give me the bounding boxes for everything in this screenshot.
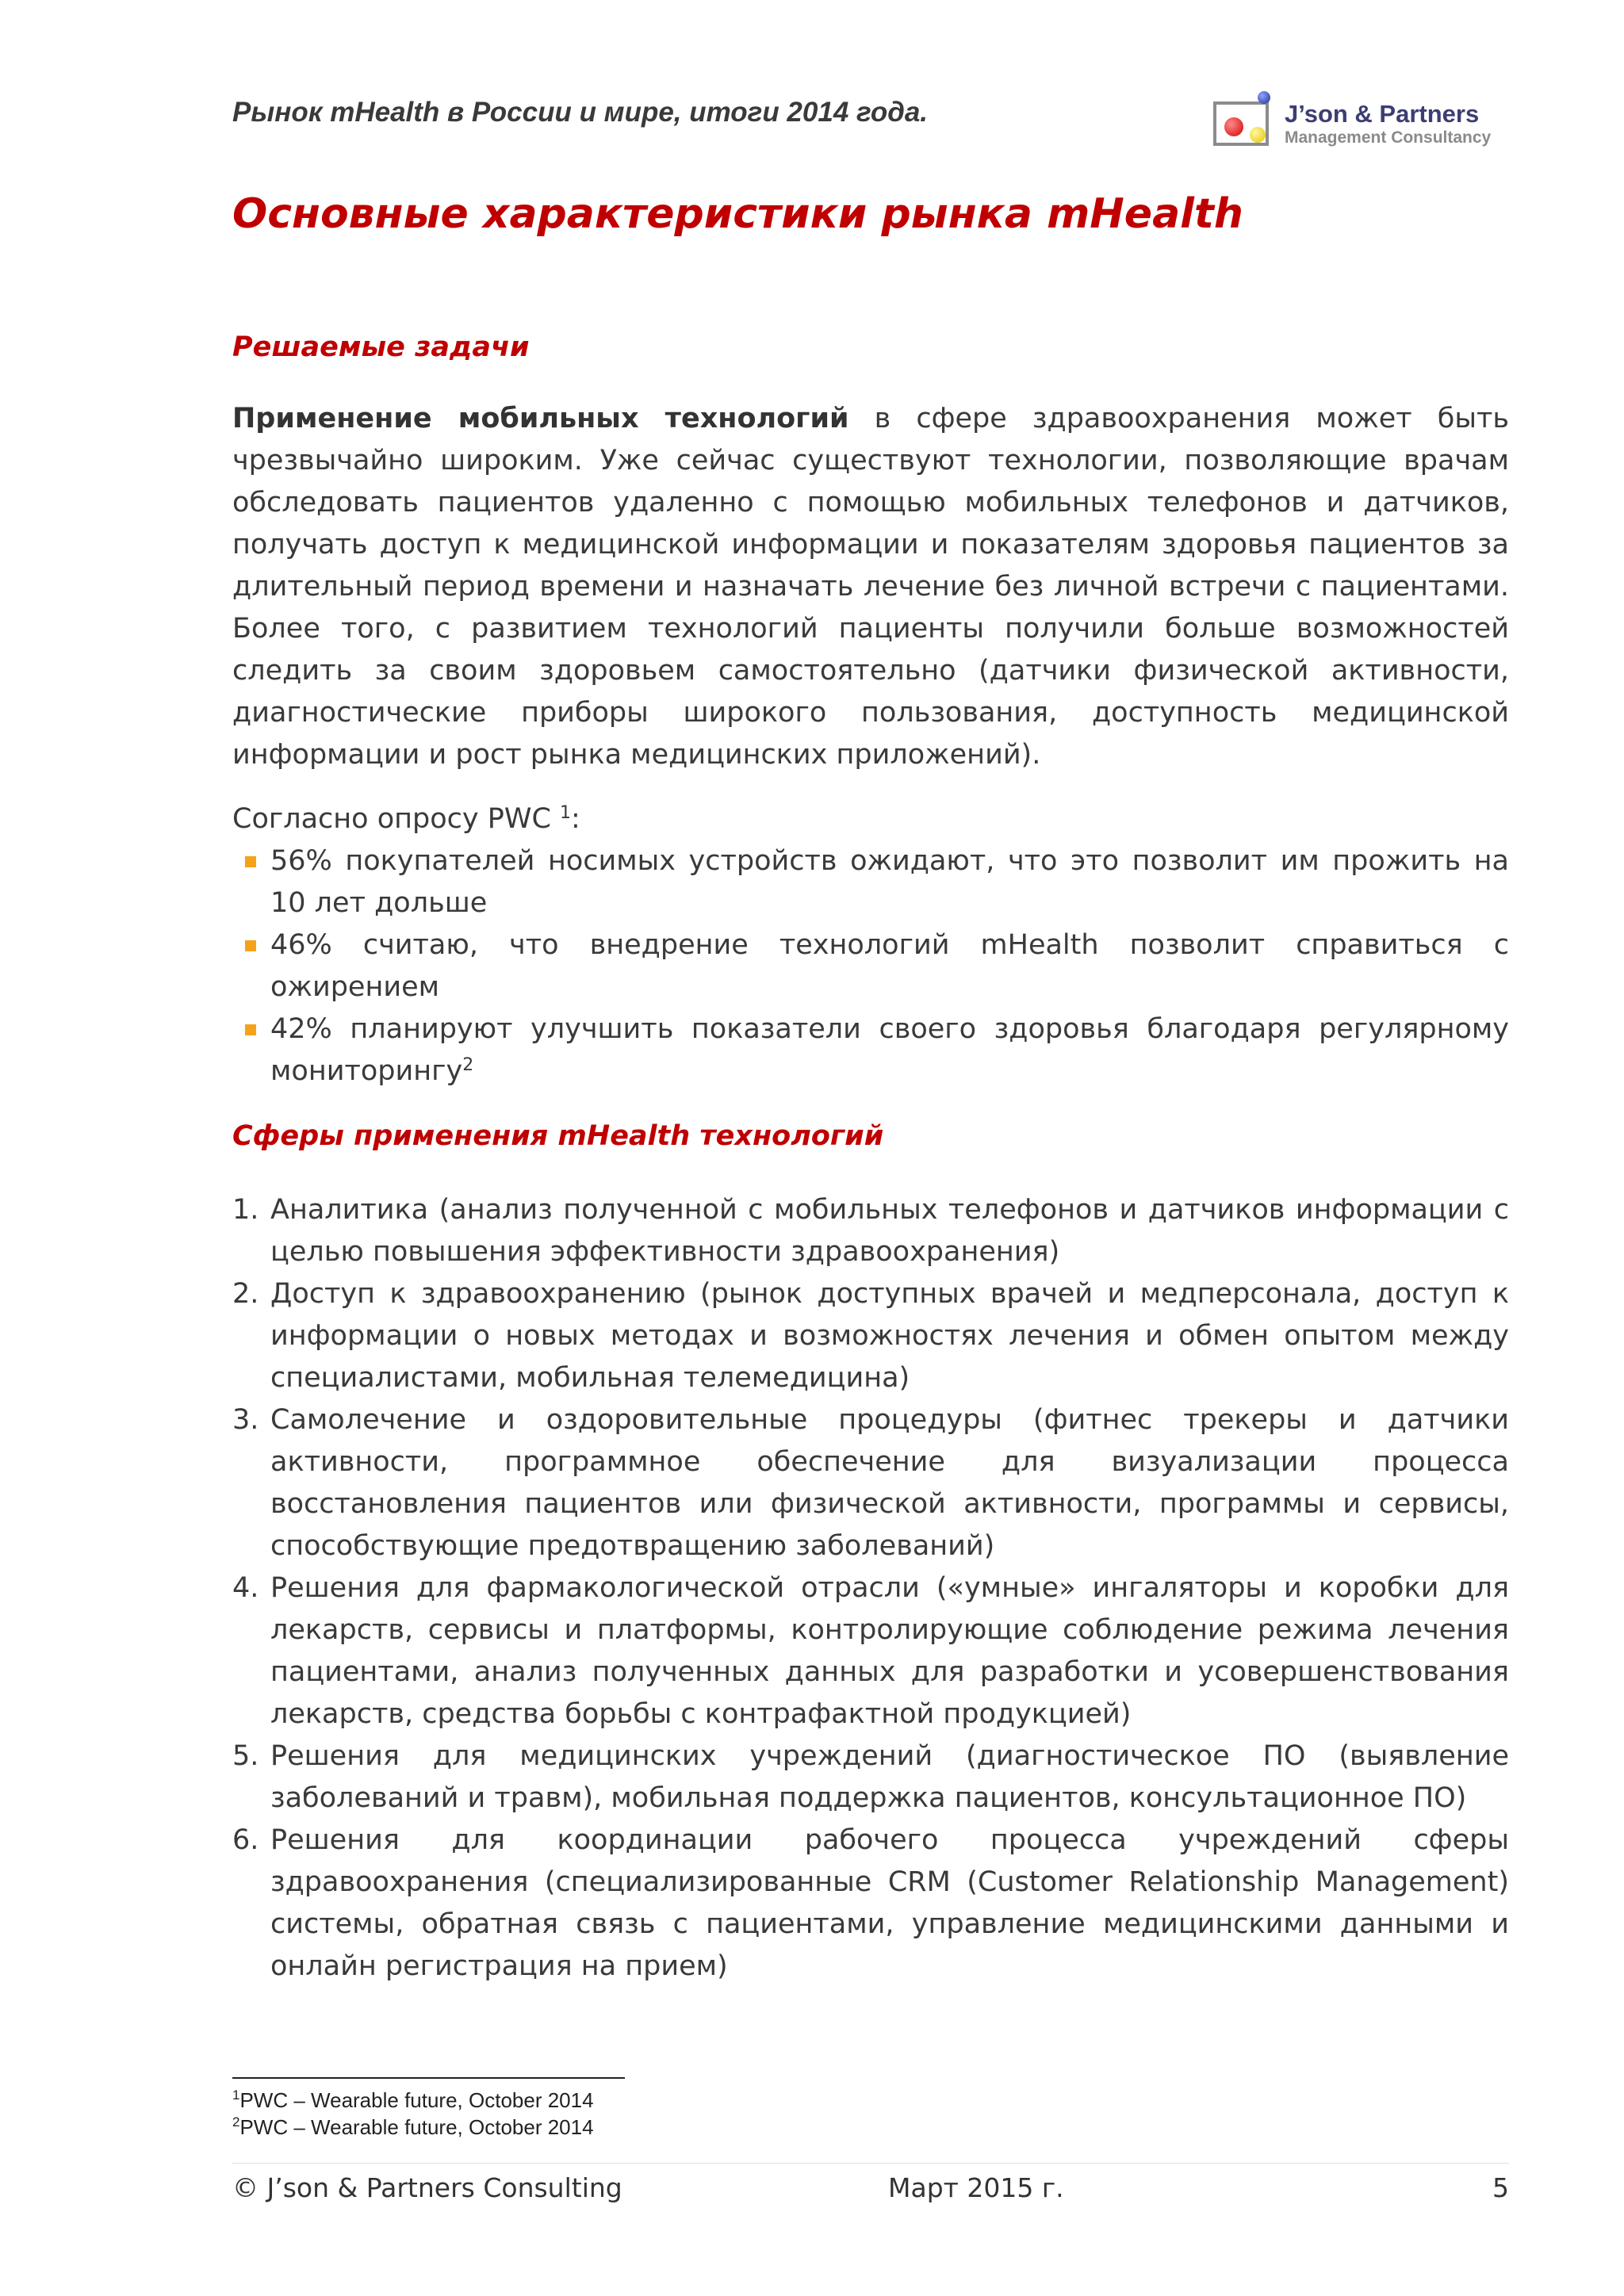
bullet-square-icon [245,856,256,867]
list-item [232,1399,1509,1567]
footnote-text: PWC – Wearable future, October 2014 [239,2088,594,2112]
survey-intro [232,798,580,840]
list-item-text: Самолечение и оздоровительные процедуры (фитнес трекеры и датчики активности, программное обеспечение для визуализации процесса восстановления пациентов или физической активности, программы и сервисы, способствующие предотвращению заболеваний) [270,1404,1509,1562]
survey-colon: : [571,803,580,835]
footnote-text: PWC – Wearable future, October 2014 [239,2115,594,2139]
list-number: 2. [232,1278,259,1310]
footer-copyright: © J’son & Partners Consulting [232,2172,622,2203]
list-item-text: Решения для координации рабочего процесса учреждений сферы здравоохранения (специализированные CRM (Customer Relationship Management) системы, обратная связь с пациентами, управление медицинскими данными и онлайн регистрация на прием) [270,1824,1509,1982]
survey-label: Согласно опросу PWC [232,803,561,835]
logo-subtitle: Management Consultancy [1285,128,1492,147]
list-number: 3. [232,1404,259,1436]
list-item-text: Решения для медицинских учреждений (диагностическое ПО (выявление заболеваний и травм), мобильная поддержка пациентов, консультационное ПО) [270,1740,1509,1814]
bullet-square-icon [245,940,256,951]
list-item [232,1735,1509,1820]
footnote-ref-1: 1 [560,803,572,823]
list-item-text: Доступ к здравоохранению (рынок доступных врачей и медперсонала, доступ к информации о новых методах и возможностях лечения и обмен опытом между специалистами, мобильная телемедицина) [270,1278,1509,1394]
page-number: 5 [1492,2172,1509,2203]
list-number: 4. [232,1572,259,1604]
logo-red-ball-icon [1224,117,1243,136]
footnote-separator [232,2077,625,2079]
section-heading-tasks: Решаемые задачи [232,331,530,363]
footnote-mark: 2 [232,2114,240,2130]
footnote-2 [232,2114,594,2141]
list-item [232,1820,1509,1988]
footer-divider [232,2163,1509,2164]
list-item [232,1008,1509,1093]
list-item-text: Аналитика (анализ полученной с мобильных телефонов и датчиков информации с целью повышения эффективности здравоохранения) [270,1194,1509,1268]
bullet-text: 46% считаю, что внедрение технологий mHealth позволит справиться с ожирением [270,929,1509,1003]
page-title: Основные характеристики рынка mHealth [232,190,1243,238]
running-header-title: Рынок mHealth в России и мире, итоги 2014 года. [232,97,929,128]
list-item [232,1189,1509,1273]
list-item [232,1567,1509,1735]
footnote-1 [232,2087,594,2114]
footnote-ref-2: 2 [462,1055,474,1075]
list-number: 5. [232,1740,259,1772]
company-logo [1212,87,1513,151]
list-number: 6. [232,1824,259,1856]
intro-paragraph [232,398,1509,776]
bullet-text: 42% планируют улучшить показатели своего здоровья благодаря регулярному мониторингу [270,1013,1509,1087]
list-item [232,924,1509,1008]
bullet-square-icon [245,1024,256,1035]
footer-date: Март 2015 г. [888,2172,1064,2203]
logo-name: J’son & Partners [1285,100,1480,128]
list-item-text: Решения для фармакологической отрасли («умные» ингаляторы и коробки для лекарств, сервисы и платформы, контролирующие соблюдение режима лечения пациентами, анализ полученных данных для разработки и усовершенствования лекарств, средства борьбы с контрафактной продукцией) [270,1572,1509,1730]
list-item [232,1273,1509,1399]
footnote-mark: 1 [232,2087,240,2103]
logo-yellow-ball-icon [1250,127,1266,143]
logo-blue-ball-icon [1258,91,1270,104]
list-number: 1. [232,1194,259,1226]
intro-text: в сфере здравоохранения может быть чрезвычайно широким. Уже сейчас существуют технологии, позволяющие врачам обследовать пациентов удаленно с помощью мобильных телефонов и датчиков, получать доступ к медицинской информации и показателям здоровья пациентов за длительный период времени и назначать лечение без личной встречи с пациентами. Более того, с развитием технологий пациенты получили больше возможностей следить за своим здоровьем самостоятельно (датчики физической активности, диагностические приборы широкого пользования, доступность медицинской информации и рост рынка медицинских приложений). [232,403,1509,771]
survey-bullet-list [232,840,1509,1093]
intro-bold-phrase: Применение мобильных технологий [232,403,849,434]
list-item [232,840,1509,924]
applications-numbered-list [232,1189,1509,1988]
bullet-text: 56% покупателей носимых устройств ожидают, что это позволит им прожить на 10 лет дольше [270,845,1509,919]
footnotes [232,2087,594,2141]
section-heading-applications: Сферы применения mHealth технологий [232,1120,884,1152]
